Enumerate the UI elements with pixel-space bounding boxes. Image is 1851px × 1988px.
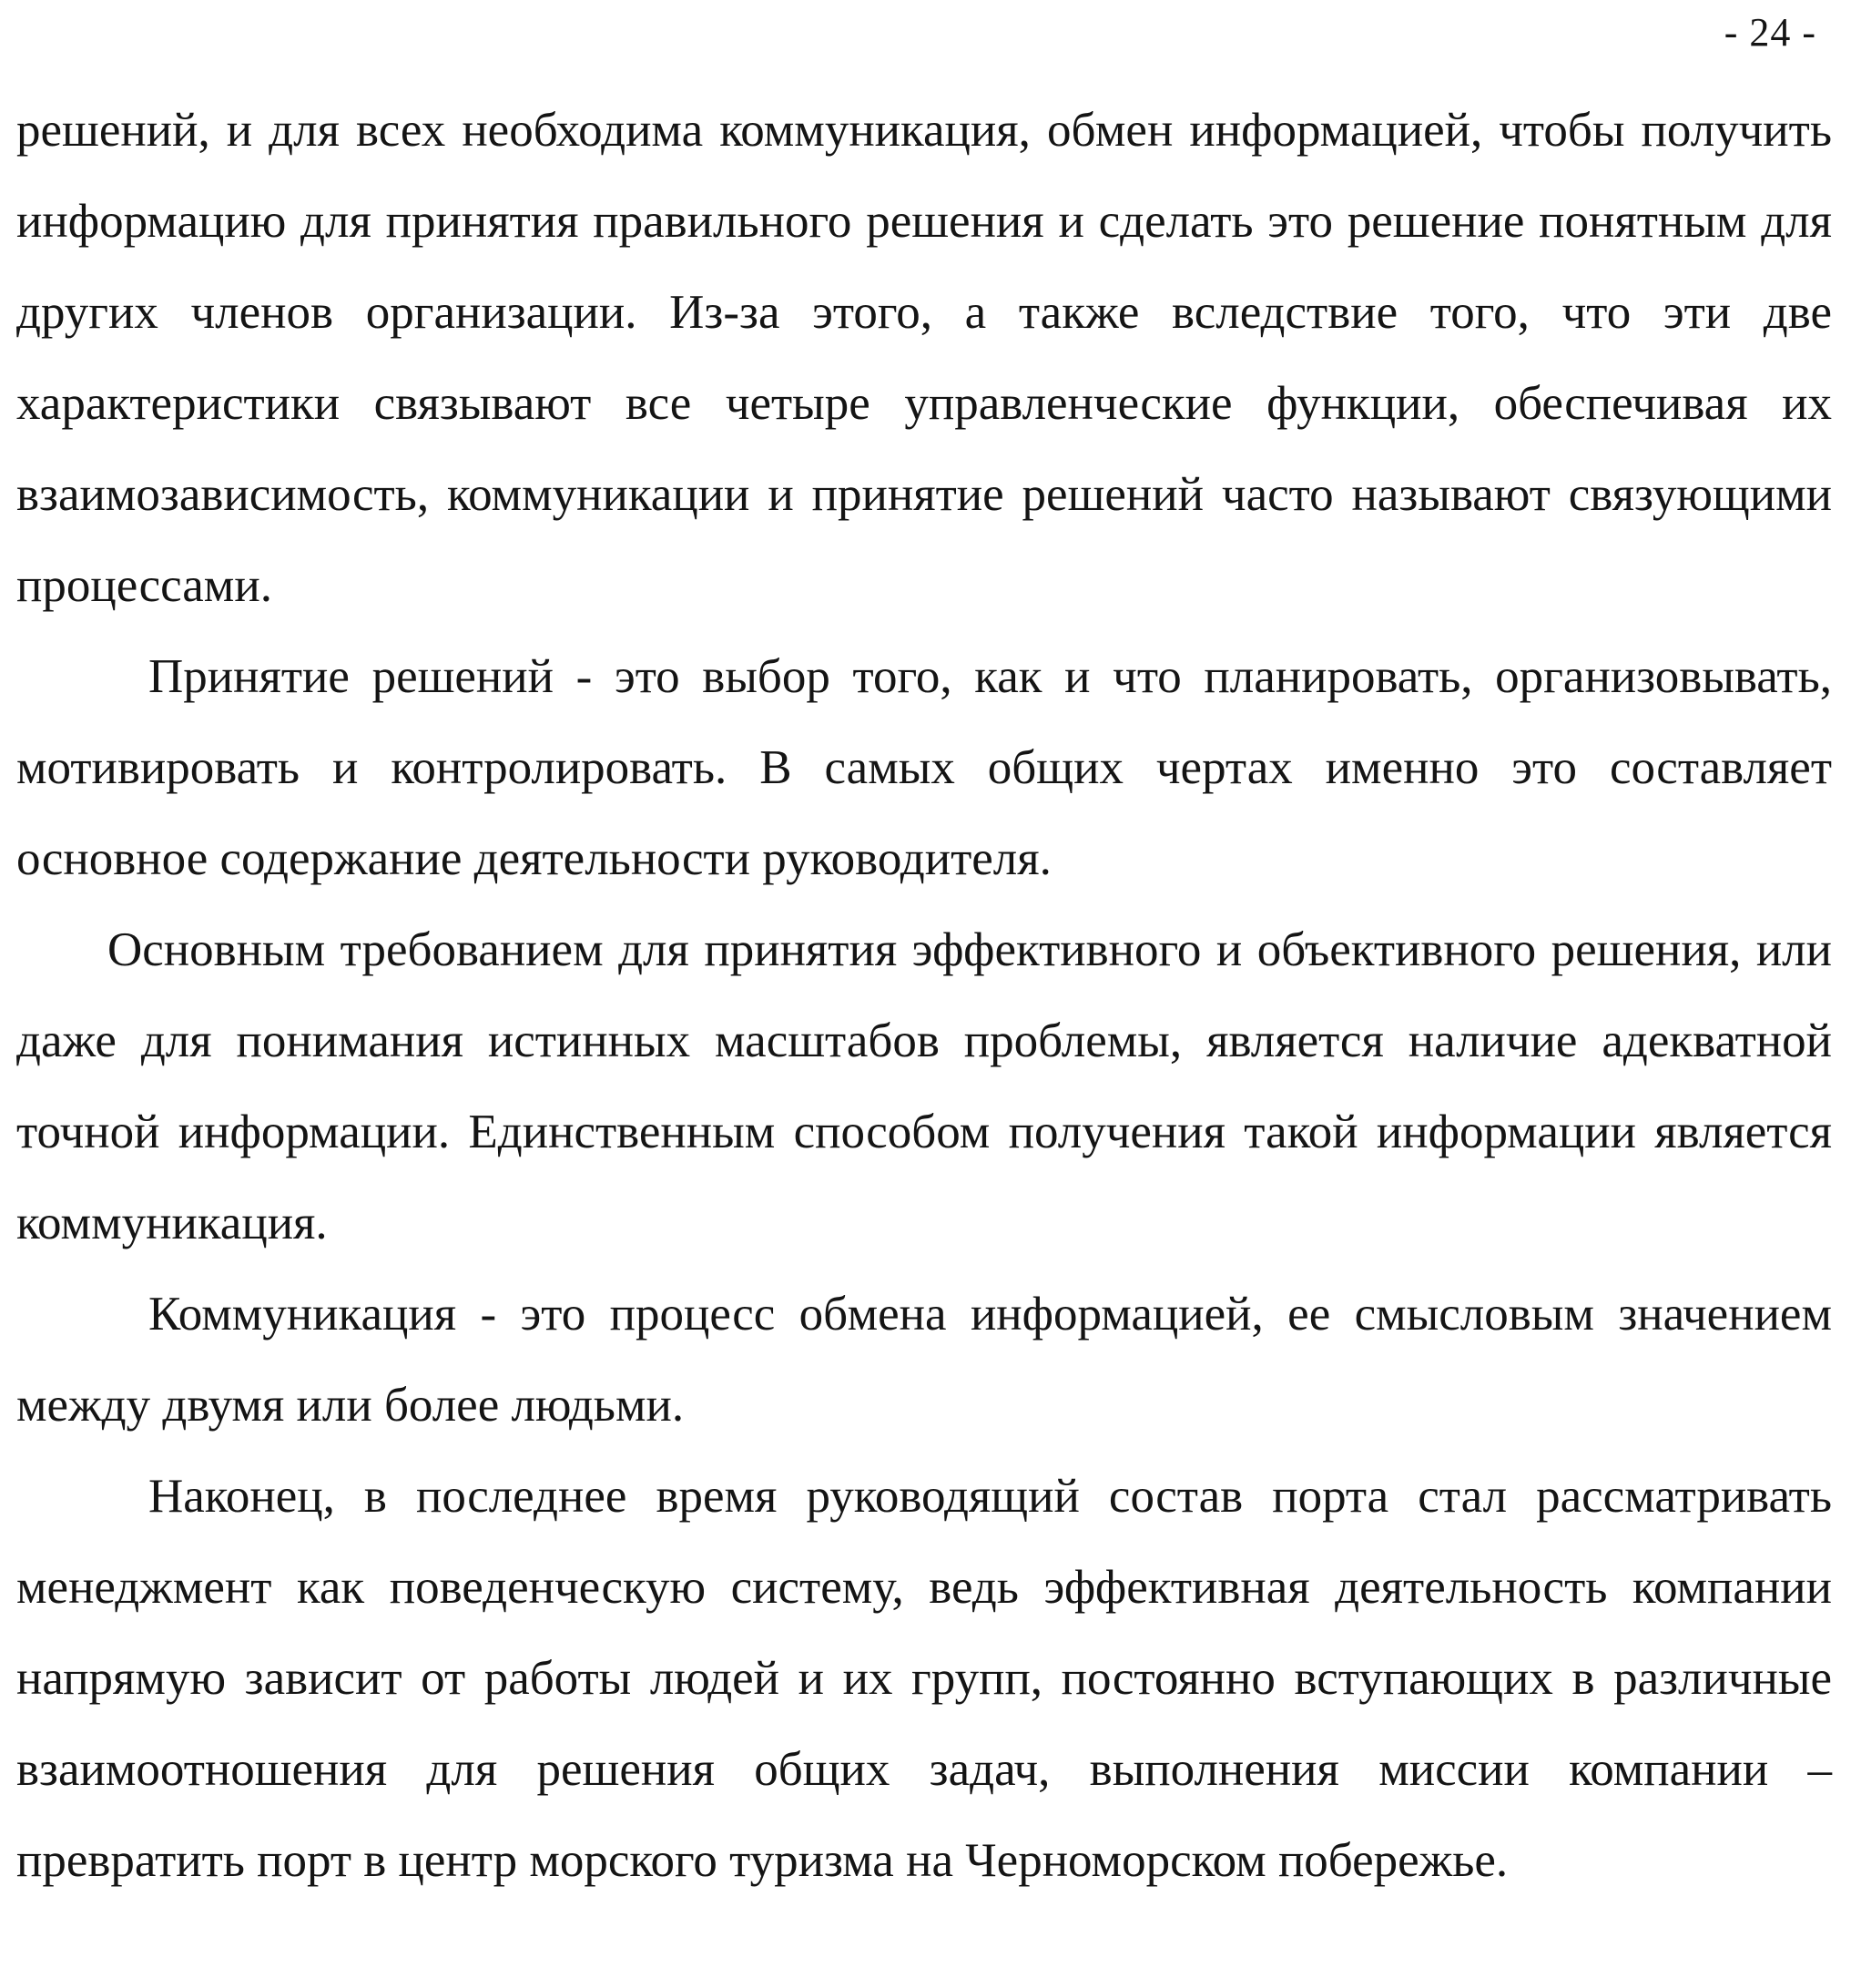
paragraph-behavioral-system: Наконец, в последнее время руководящий состав порта стал рассматривать менеджмент как поведенческую систему, ведь эффективная деятельность компании напрямую зависит от работы людей и их групп, постоянно вступающих в различные взаимоотношения для решения общих задач, выполнения миссии компании – превратить порт в центр морского туризма на Черноморском побережье. — [16, 1470, 1832, 1887]
paragraph-communication-definition: Коммуникация - это процесс обмена информацией, ее смысловым значением между двумя или более людьми. — [16, 1288, 1832, 1432]
paragraph-decision-making: Принятие решений - это выбор того, как и что планировать, организовывать, мотивировать и контролировать. В самых общих чертах именно это составляет основное содержание деятельности руководителя. — [16, 650, 1832, 885]
paragraph-information-requirement: Основным требованием для принятия эффективного и объективного решения, или даже для понимания истинных масштабов проблемы, является наличие адекватной точной информации. Единственным способом получения такой информации является коммуникация. — [16, 923, 1832, 1249]
paragraph-continuation: решений, и для всех необходима коммуникация, обмен информацией, чтобы получить информацию для принятия правильного решения и сделать это решение понятным для других членов организации. Из-за этого, а также вследствие того, что эти две характеристики связывают все четыре управленческие функции, обеспечивая их взаимозависимость, коммуникации и принятие решений часто называют связующими процессами. — [16, 104, 1832, 612]
page-number: - 24 - — [1724, 10, 1816, 55]
page-body — [16, 85, 1832, 1906]
